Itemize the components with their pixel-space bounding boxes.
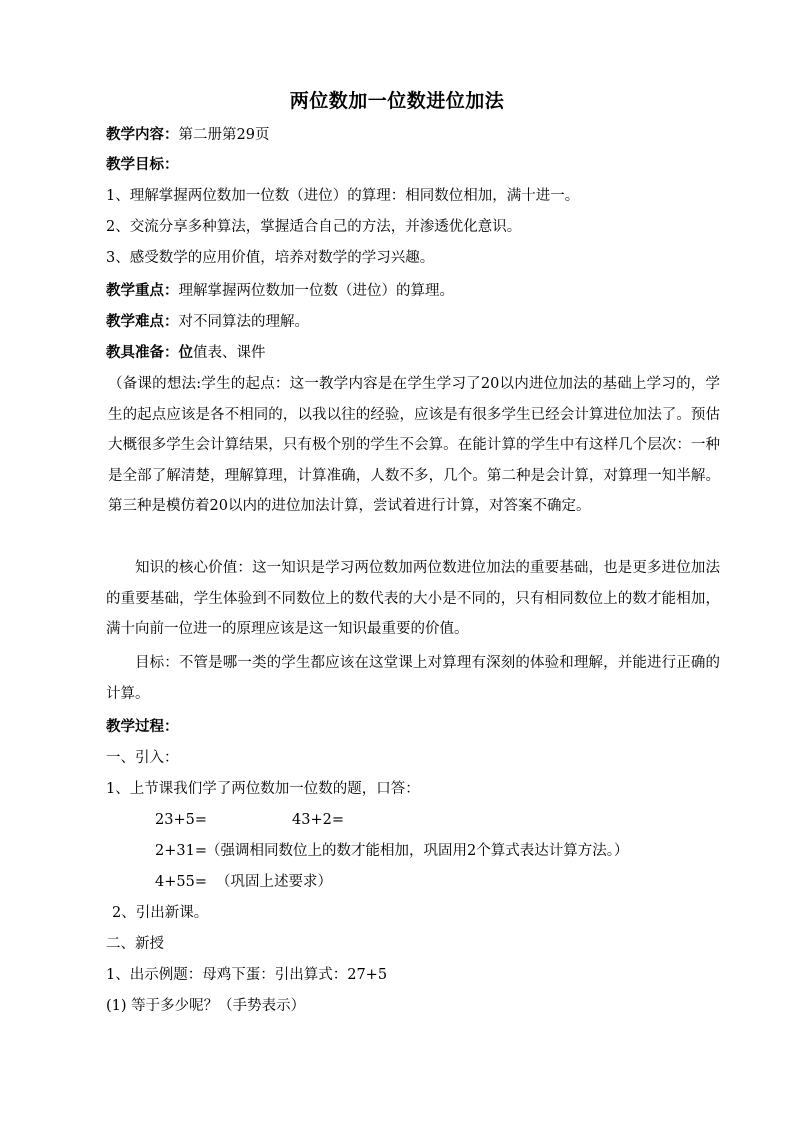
- new-teaching-heading: 二、新授: [106, 936, 164, 952]
- teaching-content-text: 第二册第29页: [178, 127, 270, 143]
- new-item-1: 1、出示例题：母鸡下蛋：引出算式：27+5: [106, 967, 388, 983]
- new-sub-item-1: (1) 等于多少呢？（手势表示）: [106, 998, 306, 1014]
- tools-line: [106, 338, 726, 368]
- calc-4-plus-55-note: （巩固上述要求）: [216, 874, 332, 890]
- tools-label: 教具准备：: [106, 344, 179, 361]
- intro-item-2: 2、引出新课。: [112, 905, 209, 921]
- goal-item-1: 1、理解掌握两位数加一位数（进位）的算理：相同数位相加，满十进一。: [106, 188, 580, 204]
- notes-paragraph-3: 目标：不管是哪一类的学生都应该在这堂课上对算理有深刻的体验和理解，并能进行正确的计算。: [106, 655, 720, 702]
- teaching-goals-label: 教学目标：: [106, 156, 179, 173]
- teaching-process-label: 教学过程：: [106, 718, 179, 735]
- key-point-line: [106, 276, 726, 306]
- key-point-label: 教学重点：: [106, 282, 179, 299]
- calc-43-plus-2: 43+2=: [292, 812, 344, 828]
- intro-item-1: 1、上节课我们学了两位数加一位数的题，口答：: [106, 781, 420, 797]
- difficulty-label: 教学难点：: [106, 313, 179, 330]
- notes-paragraph-2: 知识的核心价值：这一知识是学习两位数加两位数进位加法的重要基础，也是更多进位加法的重要基础，学生体验到不同数位上的数代表的大小是不同的，只有相同数位上的数才能相加，满十向前一位进一的原理应该是这一知识最重要的价值。: [106, 560, 720, 637]
- calc-23-plus-5: 23+5=: [155, 812, 207, 828]
- notes-paragraph-1: （备课的想法:学生的起点：这一教学内容是在学生学习了20以内进位加法的基础上学习的，学生的起点应该是各不相同的，以我以往的经验，应该是有很多学生已经会计算进位加法了。预估大概很多学生会计算结果，只有极个别的学生不会算。在能计算的学生中有这样几个层次：一种是全部了解清楚，理解算理，计算准确，人数不多，几个。第二种是会计算，对算理一知半解。第三种是模仿着20以内的进位加法计算，尝试着进行计算，对答案不确定。: [108, 376, 720, 514]
- teaching-content-line: [106, 120, 726, 150]
- goal-item-3: 3、感受数学的应用价值，培养对数学的学习兴趣。: [106, 250, 435, 266]
- tools-first-char: 位: [178, 344, 193, 361]
- document-title: 两位数加一位数进位加法: [289, 90, 505, 112]
- key-point-text: 理解掌握两位数加一位数（进位）的算理。: [178, 283, 454, 299]
- difficulty-text: 对不同算法的理解。: [178, 314, 309, 330]
- tools-text: 值表、课件: [193, 345, 266, 361]
- difficulty-line: [106, 307, 726, 337]
- calc-4-plus-55: 4+55=: [155, 874, 207, 890]
- calc-2-plus-31: 2+31=: [155, 843, 207, 859]
- goal-item-2: 2、交流分享多种算法，掌握适合自己的方法，并渗透优化意识。: [106, 219, 522, 235]
- intro-heading: 一、引入：: [106, 750, 179, 766]
- teaching-content-label: 教学内容：: [106, 126, 179, 143]
- calc-2-plus-31-note: （强调相同数位上的数才能相加，巩固用2个算式表达计算方法。）: [206, 843, 629, 859]
